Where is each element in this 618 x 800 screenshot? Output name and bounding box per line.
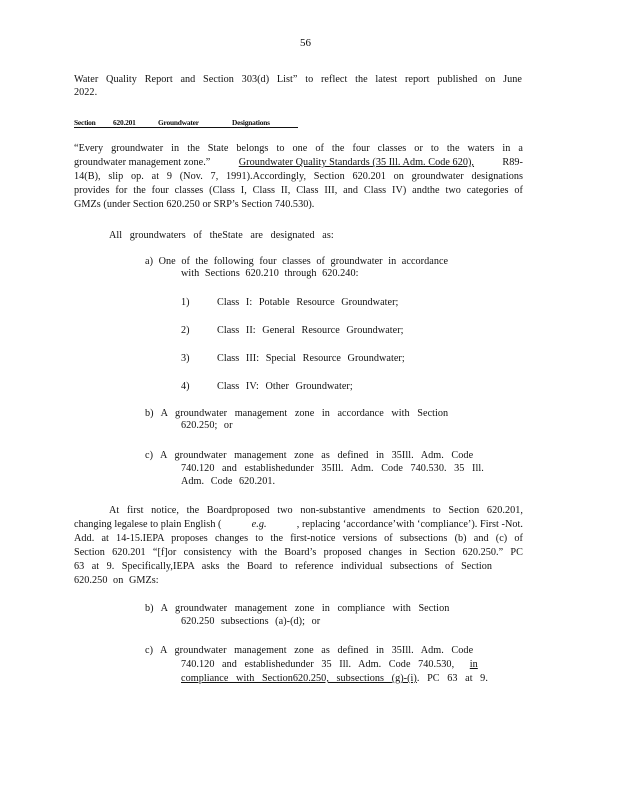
heading-title-1: Groundwater bbox=[158, 118, 199, 127]
item-c-line-3: Adm. Code 620.201. bbox=[181, 476, 276, 487]
item-c2-line-2-pre: 740.120 and establishedunder 35 Ill. Adm. Code 740.530, bbox=[181, 659, 462, 670]
class-4-number: 4) bbox=[181, 381, 190, 392]
item-a-line-1: a) One of the following four classes of groundwater in accordance bbox=[145, 256, 449, 267]
notice-line-4: Section 620.201 “[f]or consistency with the Board’s proposed changes in Section 620.250.” PC bbox=[74, 547, 523, 558]
item-b-line-1: b) A groundwater management zone in accordance with Section bbox=[145, 408, 449, 419]
heading-number: 620.201 bbox=[113, 118, 136, 127]
class-3-label: Class III: Special Resource Groundwater; bbox=[217, 353, 405, 364]
item-b-line-2: 620.250; or bbox=[181, 420, 233, 431]
class-2-label: Class II: General Resource Groundwater; bbox=[217, 325, 404, 336]
notice-line-2-pre: changing legalese to plain English ( bbox=[74, 519, 222, 530]
page-number: 56 bbox=[300, 37, 312, 49]
item-b2-line-2: 620.250 subsections (a)-(d); or bbox=[181, 616, 321, 627]
heading-underline bbox=[74, 127, 298, 128]
class-4-label: Class IV: Other Groundwater; bbox=[217, 381, 353, 392]
quote-citation: Groundwater Quality Standards (35 Ill. Adm. Code 620), bbox=[238, 157, 475, 168]
item-c2-inserted-compliance: compliance with Section620.250, subsections (g)-(i) bbox=[181, 673, 417, 684]
item-c2-inserted-in: in bbox=[469, 659, 478, 670]
quote-line-3: 14(B), slip op. at 9 (Nov. 7, 1991).Accordingly, Section 620.201 on groundwater designations bbox=[74, 171, 523, 182]
quote-line-2-post: R89- bbox=[502, 157, 523, 168]
item-a-line-2: with Sections 620.210 through 620.240: bbox=[181, 268, 359, 279]
class-1-number: 1) bbox=[181, 297, 190, 308]
quote-line-4: provides for the four classes (Class I, Class II, Class III, and Class IV) andthe two categories of bbox=[74, 185, 523, 196]
notice-line-1: At first notice, the Boardproposed two non-substantive amendments to Section 620.201, bbox=[109, 505, 523, 516]
item-c-line-2: 740.120 and establishedunder 35Ill. Adm. Code 740.530. 35 Ill. bbox=[181, 463, 484, 474]
item-b2-line-1: b) A groundwater management zone in compliance with Section bbox=[145, 603, 450, 614]
notice-line-5: 63 at 9. Specifically,IEPA asks the Board to reference individual subsections of Section bbox=[74, 561, 492, 572]
notice-line-2 bbox=[74, 519, 523, 531]
notice-line-2-post: , replacing ‘accordance’with ‘compliance’). First -Not. bbox=[296, 519, 523, 530]
intro-line-1: Water Quality Report and Section 303(d) List” to reflect the latest report published on June bbox=[74, 74, 522, 85]
class-2-number: 2) bbox=[181, 325, 190, 336]
quote-line-1: “Every groundwater in the State belongs to one of the four classes or to the waters in a bbox=[74, 143, 523, 154]
item-c2-line-1: c) A groundwater management zone as defined in 35Ill. Adm. Code bbox=[145, 645, 474, 656]
quote-line-5: GMZs (under Section 620.250 or SRP’s Section 740.530). bbox=[74, 199, 315, 210]
quote-line-2-pre: groundwater management zone.” bbox=[74, 157, 211, 168]
intro-line-2: 2022. bbox=[74, 87, 98, 98]
notice-line-6: 620.250 on GMZs: bbox=[74, 575, 159, 586]
item-c2-line-3-post: . PC 63 at 9. bbox=[416, 673, 488, 684]
heading-section: Section bbox=[74, 118, 96, 127]
item-c2-line-3 bbox=[181, 673, 488, 685]
notice-eg: e.g. bbox=[251, 519, 267, 530]
class-1-label: Class I: Potable Resource Groundwater; bbox=[217, 297, 399, 308]
item-c2-line-2 bbox=[181, 659, 480, 671]
class-3-number: 3) bbox=[181, 353, 190, 364]
all-groundwaters-line: All groundwaters of theState are designated as: bbox=[109, 230, 334, 241]
notice-line-3: Add. at 14-15.IEPA proposes changes to the first-notice versions of subsections (b) and (c) of bbox=[74, 533, 523, 544]
item-c-line-1: c) A groundwater management zone as defined in 35Ill. Adm. Code bbox=[145, 450, 474, 461]
heading-title-2: Designations bbox=[232, 118, 270, 127]
quote-line-2 bbox=[74, 157, 523, 169]
